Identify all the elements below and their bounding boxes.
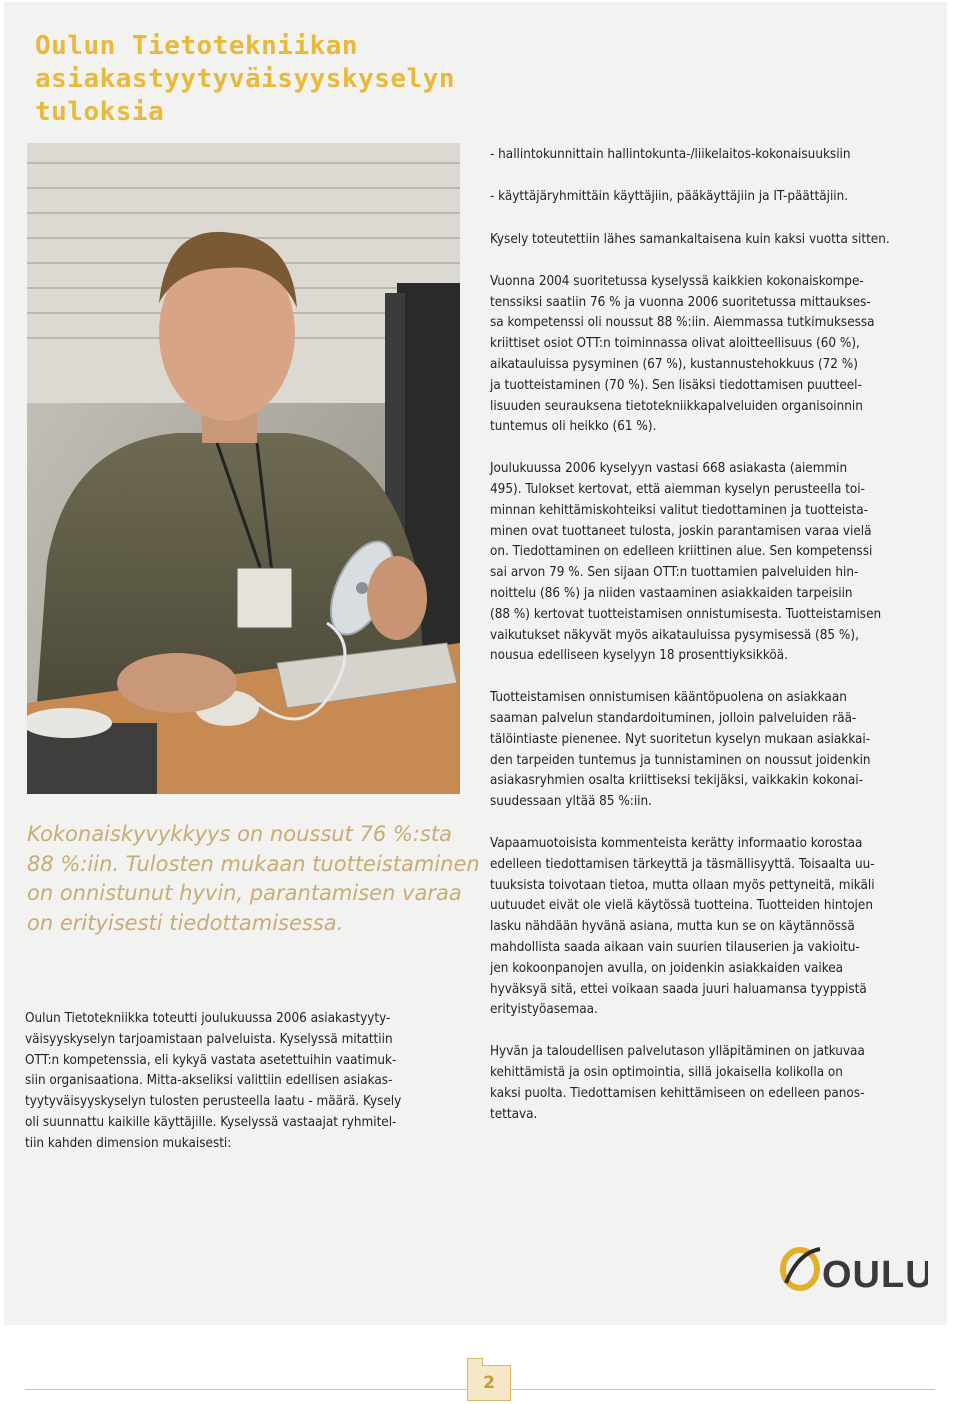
title-line-1: Oulun Tietotekniikan	[35, 31, 359, 61]
paragraph-2	[490, 459, 927, 667]
p4-line: jen kokoonpanojen avulla, on joidenkin asiakkaiden vaikea	[490, 960, 843, 976]
left-line-3: OTT:n kompetenssia, eli kykyä vastata asetettuihin vaatimuk-	[25, 1052, 397, 1068]
p2-line: Joulukuussa 2006 kyselyyn vastasi 668 asiakasta (aiemmin	[490, 461, 848, 477]
p2-line: on. Tiedottaminen on edelleen kriittinen alue. Sen kompetenssi	[490, 544, 873, 560]
p2-line: 495). Tulokset kertovat, että aiemman kyselyn perusteella toi-	[490, 482, 866, 498]
paragraph-3	[490, 688, 927, 813]
title-line-3: tuloksia	[35, 97, 165, 127]
p1-line: lisuuden seurauksena tietotekniikkapalveluiden organisoinnin	[490, 398, 863, 414]
p1-line: Vuonna 2004 suoritetussa kyselyssä kaikkien kokonaiskompe-	[490, 273, 864, 289]
pull-quote	[27, 820, 480, 938]
oulu-logo	[778, 1243, 928, 1293]
right-column-text	[490, 145, 927, 1146]
bullet-2: - käyttäjäryhmittäin käyttäjiin, pääkäyttäjiin ja IT-päättäjiin.	[490, 189, 849, 205]
folder-tab	[467, 1358, 483, 1366]
article-photo	[27, 143, 460, 794]
p4-line: tuuksista toivotaan tietoa, mutta ollaan myös pettyneitä, mikäli	[490, 877, 875, 893]
quote-line-2: 88 %:iin. Tulosten mukaan tuotteistaminen	[27, 851, 480, 876]
p2-line: vaikutukset näkyvät myös aikatauluissa pysymisessä (85 %),	[490, 627, 859, 643]
oulu-logo-mark	[778, 1243, 928, 1293]
quote-line-3: on onnistunut hyvin, parantamisen varaa	[27, 881, 462, 905]
p3-line: tälöintiaste pienenee. Nyt suoritetun kyselyn mukaan asiakkai-	[490, 731, 871, 747]
p2-line: noittelu (86 %) ja niiden vastaaminen asiakkaiden tarpeisiin	[490, 586, 853, 602]
bullet-1: - hallintokunnittain hallintokunta-/liikelaitos-kokonaisuuksiin	[490, 147, 851, 162]
p4-line: uutuudet eivät ole vielä käytössä tuotteina. Tuotteiden hintojen	[490, 898, 873, 914]
p2-line: sai arvon 79 %. Sen sijaan OTT:n tuottamien palveluiden hin-	[490, 565, 859, 581]
p3-line: den tarpeiden tuntemus ja tunnistaminen on noussut joidenkin	[490, 752, 871, 768]
left-column-text	[25, 1009, 460, 1155]
p4-line: hyväksyä sitä, ettei voikaan saada juuri haluamansa tyyppistä	[490, 981, 867, 997]
p4-line: Vapaamuotoisista kommenteista kerätty informaatio korostaa	[490, 836, 863, 852]
p2-line: minnan kehittämiskohteiksi valitut tiedottaminen ja tuotteista-	[490, 502, 868, 518]
p3-line: suudessaan yltää 85 %:iin.	[490, 794, 652, 810]
p4-line: mahdollista saada aikaan vain suurien tilauserien ja vakioitu-	[490, 940, 860, 955]
left-line-5: tyytyväisyyskyselyn tulosten perusteella laatu - määrä. Kysely	[25, 1094, 402, 1110]
photo-illustration	[27, 143, 460, 794]
p2-line: (88 %) kertovat tuotteistamisen onnistumisesta. Tuotteistamisen	[490, 606, 882, 622]
page-title	[35, 30, 475, 129]
p4-line: erityistyöasemaa.	[490, 1002, 598, 1018]
page-number: 2	[483, 1373, 495, 1393]
p3-line: saaman palvelun standardoituminen, jolloin palveluiden rää-	[490, 711, 857, 727]
page-number-box	[467, 1365, 511, 1401]
p5-line: kaksi puolta. Tiedottamisen kehittämiseen on edelleen panos-	[490, 1085, 865, 1101]
p5-line: kehittämistä ja osin optimointia, sillä jokaisella kolikolla on	[490, 1064, 843, 1080]
p3-line: asiakasryhmien osalta kriittiseksi tekijäksi, vaikkakin kokonai-	[490, 773, 863, 789]
left-line-2: väisyyskyselyn tarjoamistaan palveluista. Kyselyssä mitattiin	[25, 1031, 393, 1047]
p4-line: edelleen tiedottamisen tärkeyttä ja täsmällisyyttä. Toisaalta uu-	[490, 856, 875, 872]
p2-line: nousua edelliseen kyselyyn 18 prosenttiyksikköä.	[490, 648, 788, 664]
p4-line: lasku nähdään hyvänä asiana, mutta kun se on käytännössä	[490, 919, 855, 935]
p1-line: aikatauluissa pysyminen (67 %), kustannustehokkuus (72 %)	[490, 357, 858, 373]
quote-line-1: Kokonaiskyvykkyys on noussut 76 %:sta	[27, 822, 452, 846]
title-line-2: asiakastyytyväisyyskyselyn	[35, 64, 455, 94]
paragraph-1	[490, 272, 927, 438]
paragraph-5	[490, 1042, 927, 1125]
logo-text: OULU	[822, 1254, 928, 1293]
p1-line: kriittiset osiot OTT:n toiminnassa olivat aloitteellisuus (60 %),	[490, 336, 860, 352]
left-line-4: siin organisaationa. Mitta-akseliksi valittiin edellisen asiakas-	[25, 1073, 393, 1089]
left-line-1: Oulun Tietotekniikka toteutti joulukuussa 2006 asiakastyyty-	[25, 1011, 391, 1026]
p5-line: tettava.	[490, 1106, 538, 1122]
survey-note: Kysely toteutettiin lähes samankaltaisena kuin kaksi vuotta sitten.	[490, 231, 890, 247]
paragraph-4	[490, 834, 927, 1021]
p1-line: sa kompetenssi oli noussut 88 %:iin. Aiemmassa tutkimuksessa	[490, 315, 875, 331]
p1-line: tuntemus oli heikko (61 %).	[490, 419, 657, 435]
p1-line: ja tuotteistaminen (70 %). Sen lisäksi tiedottamisen puutteel-	[490, 377, 862, 393]
p5-line: Hyvän ja taloudellisen palvelutason ylläpitäminen on jatkuvaa	[490, 1044, 865, 1060]
p1-line: tenssiksi saatiin 76 % ja vuonna 2006 suoritetussa mittaukses-	[490, 294, 871, 310]
left-line-7: tiin kahden dimension mukaisesti:	[25, 1135, 232, 1151]
quote-line-4: on erityisesti tiedottamisessa.	[27, 910, 344, 935]
left-line-6: oli suunnattu kaikille käyttäjille. Kyselyssä vastaajat ryhmitel-	[25, 1114, 397, 1130]
p2-line: minen ovat tuottaneet tulosta, joskin parantamisen varaa vielä	[490, 523, 872, 539]
p3-line: Tuotteistamisen onnistumisen kääntöpuolena on asiakkaan	[490, 690, 847, 706]
